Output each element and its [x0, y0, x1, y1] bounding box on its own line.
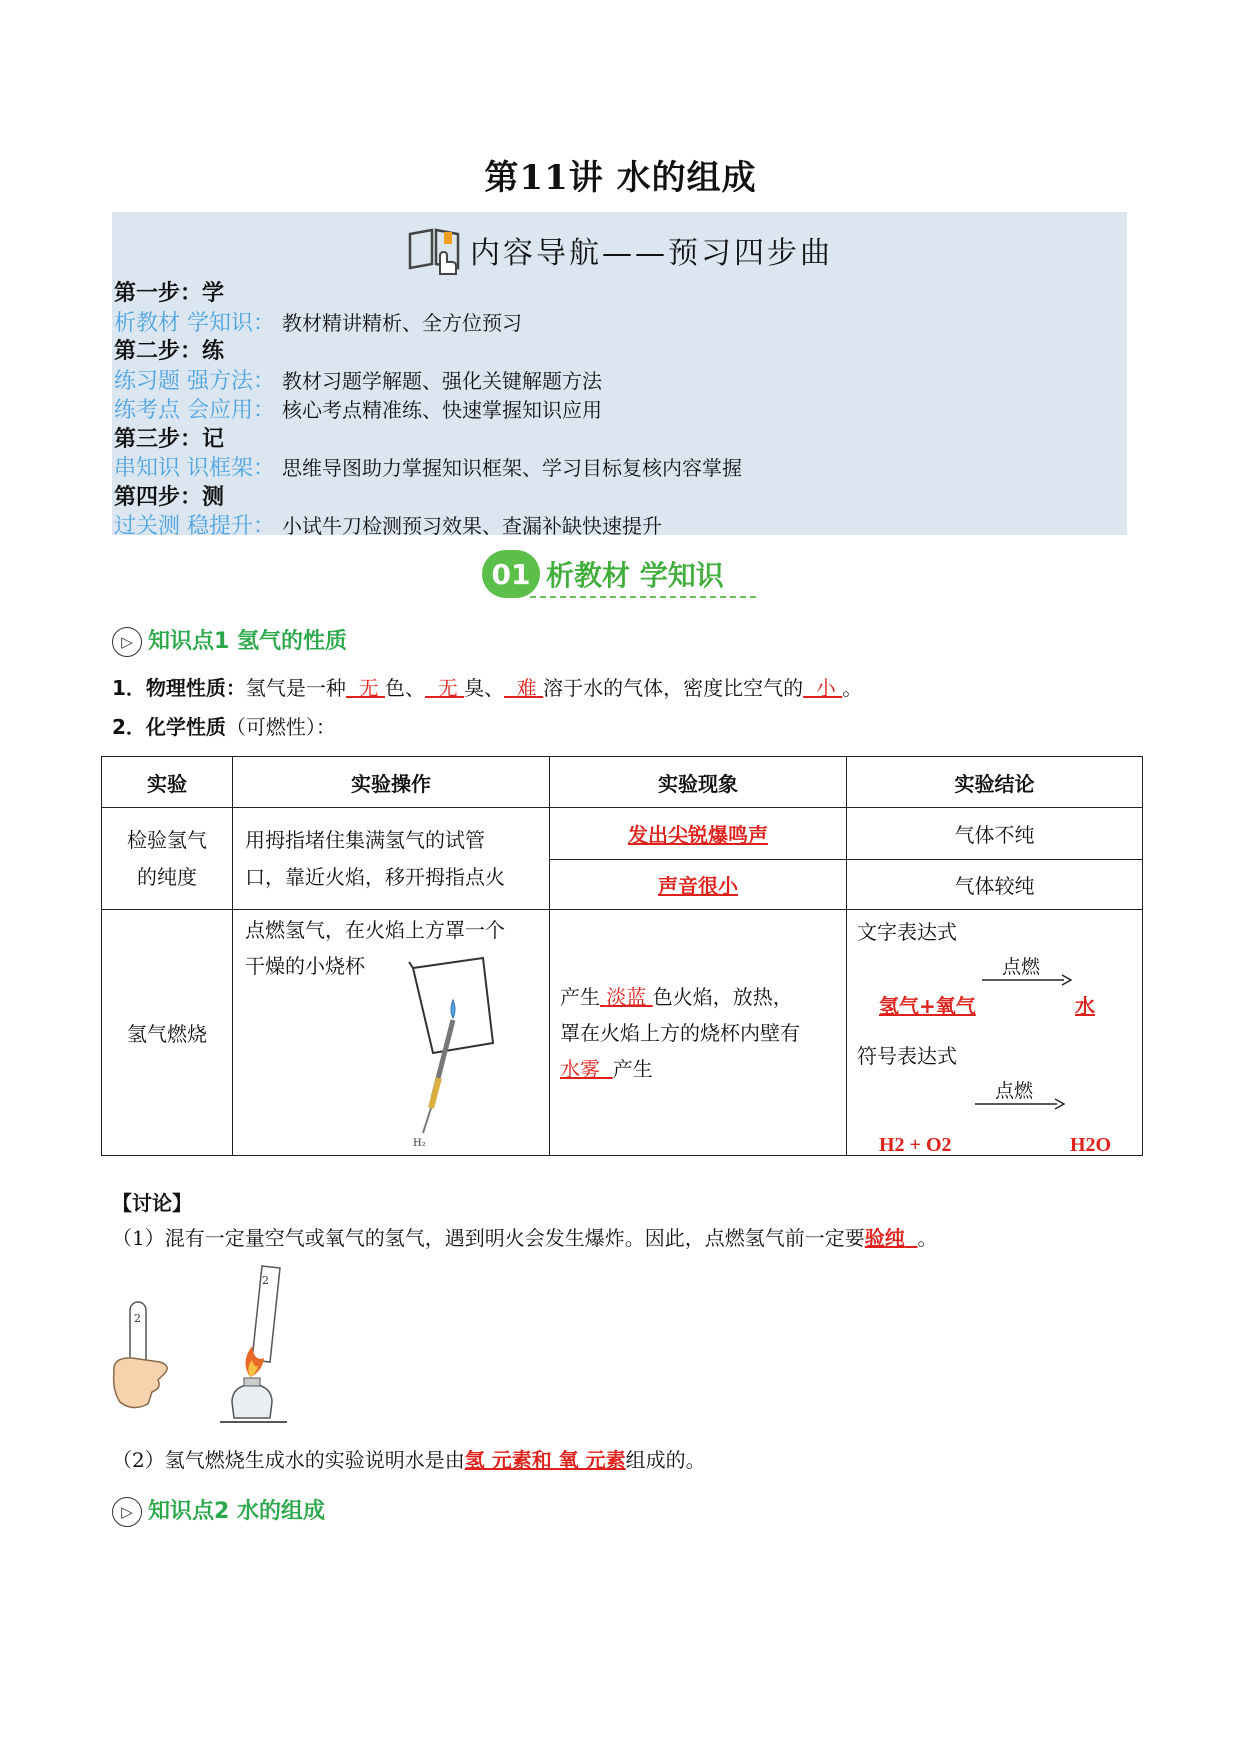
symbol-product: H2O [1070, 1134, 1112, 1155]
cell-purity-test [102, 808, 233, 910]
p1-label: 1．物理性质： [112, 676, 246, 700]
nav-item-2: 练习题 强方法： 教材习题学解题、强化关键解题方法 [114, 368, 602, 394]
step-4-line: 第四步：测 [114, 484, 225, 510]
play-circle-icon: ▷ [112, 1497, 142, 1527]
p2-note: （可燃性）： [225, 715, 336, 739]
answer-water-mist: 水雾 [560, 1056, 600, 1081]
nav-item-5: 过关测 稳提升： 小试牛刀检测预习效果、查漏补缺快速提升 [114, 514, 662, 539]
purity-line-1: 检验氢气 [127, 827, 207, 852]
cell-combustion-phenomenon [550, 910, 847, 1156]
q1-end: 。 [917, 1226, 938, 1250]
nav-item-4: 串知识 识框架： 思维导图助力掌握知识框架、学习目标复核内容掌握 [114, 456, 742, 481]
q1-text: （1）混有一定量空气或氧气的氢气，遇到明火会发生爆炸。因此，点燃氢气前一定要 [112, 1226, 865, 1250]
reaction-arrow-2 [975, 1098, 1065, 1110]
nav-lines [114, 280, 742, 542]
answer-blank-3: 难 [516, 676, 537, 700]
cell-phenomenon-a [550, 808, 847, 860]
book-icon [406, 226, 464, 284]
phen-text-1: 产生 [560, 984, 600, 1009]
cell-phenomenon-b [550, 860, 847, 910]
kp2-title: 知识点2 水的组成 [148, 1499, 325, 1524]
discussion-heading: 【讨论】 [112, 1191, 192, 1215]
step-2-line: 第二步：练 [114, 339, 225, 364]
nav-heading [112, 226, 1127, 284]
answer-small-sound: 声音很小 [658, 874, 738, 898]
p1-text-2: 色、 [385, 676, 425, 700]
step-1-line: 第一步：学 [114, 281, 225, 306]
word-reactants: 氢气+氧气 [879, 994, 976, 1018]
section-divider [530, 596, 756, 598]
svg-text:2: 2 [262, 1274, 269, 1287]
nav-item-3: 练考点 会应用： 核心考点精准练、快速掌握知识应用 [114, 398, 602, 423]
header-experiment: 实验 [102, 757, 233, 808]
section-title: 析教材 学知识 [546, 559, 724, 592]
cell-purity-operation [233, 808, 550, 910]
physical-properties [112, 672, 862, 701]
symbol-reactants: H2 + O2 [879, 1134, 952, 1155]
answer-pale-blue: 淡蓝 [606, 984, 647, 1009]
knowledge-point-1 [112, 624, 347, 657]
content-navigation-box [112, 212, 1127, 539]
play-circle-icon: ▷ [112, 627, 142, 657]
p1-text-1: 氢气是一种 [245, 676, 346, 700]
answer-blank-4: 小 [815, 676, 836, 700]
discussion-q1 [112, 1222, 937, 1251]
beaker-flame-illustration [373, 948, 513, 1148]
answer-sharp-pop: 发出尖锐爆鸣声 [628, 823, 768, 847]
p1-text-5: 。 [842, 676, 863, 700]
op-line-2: 口，靠近火焰，移开拇指点火 [245, 864, 505, 889]
op-line-1: 用拇指堵住集满氢气的试管 [245, 827, 485, 852]
svg-text:2: 2 [134, 1312, 141, 1325]
cell-hydrogen-combustion: 氢气燃烧 [102, 910, 233, 1156]
header-phenomenon: 实验现象 [550, 757, 847, 808]
cell-combustion-operation [233, 910, 550, 1156]
cell-conclusion-b: 气体较纯 [847, 860, 1143, 910]
cell-combustion-conclusion [847, 910, 1143, 1156]
answer-elements: 氢 元素和 氧 元素 [464, 1448, 626, 1472]
word-product: 水 [1075, 994, 1095, 1018]
phen-line-2: 罩在火焰上方的烧杯内壁有 [560, 1020, 800, 1045]
nav-heading-text: 内容导航——预习四步曲 [470, 236, 833, 271]
answer-blank-1: 无 [358, 676, 379, 700]
answer-purity-check: 验纯 [864, 1226, 905, 1250]
reaction-arrow-1 [982, 974, 1072, 986]
purity-line-2: 的纯度 [137, 864, 197, 889]
word-equation-label: 文字表达式 [857, 920, 957, 944]
chemical-properties [112, 711, 336, 740]
p1-text-3: 臭、 [464, 676, 505, 700]
header-conclusion: 实验结论 [847, 757, 1143, 808]
h2-label: H₂ [413, 1138, 426, 1148]
combust-op-2: 干燥的小烧杯 [245, 954, 365, 978]
phen-text-2: 色火焰，放热， [652, 984, 793, 1009]
experiment-table [101, 756, 1143, 1156]
header-operation: 实验操作 [233, 757, 550, 808]
nav-item-1: 析教材 学知识： 教材精讲精析、全方位预习 [114, 310, 522, 336]
q2-text: （2）氢气燃烧生成水的实验说明水是由 [112, 1448, 465, 1472]
phen-text-3: 产生 [612, 1056, 653, 1081]
section-number: 01 [482, 550, 540, 598]
knowledge-point-2 [112, 1494, 325, 1527]
cell-conclusion-a: 气体不纯 [847, 808, 1143, 860]
purity-test-illustration [112, 1262, 342, 1430]
p1-text-4: 溶于水的气体，密度比空气的 [543, 676, 804, 700]
p2-label: 2．化学性质 [112, 715, 226, 739]
condition-ignite-1: 点燃 [1002, 956, 1041, 978]
symbol-equation-label: 符号表达式 [857, 1044, 957, 1068]
answer-blank-2: 无 [437, 676, 458, 700]
kp1-title: 知识点1 氢气的性质 [148, 629, 347, 654]
discussion-q2 [112, 1444, 706, 1473]
step-3-line: 第三步：记 [114, 426, 225, 452]
condition-ignite-2: 点燃 [995, 1080, 1034, 1102]
q2-end: 组成的。 [625, 1448, 706, 1472]
page-title: 第11讲 水的组成 [484, 158, 757, 198]
combust-op-1: 点燃氢气，在火焰上方罩一个 [245, 918, 505, 942]
section-banner [482, 550, 724, 608]
